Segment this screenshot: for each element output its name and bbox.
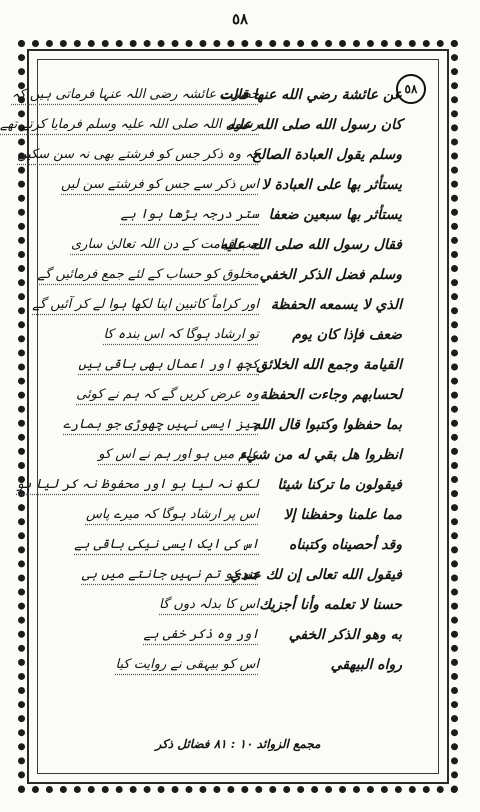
arabic-text-line: فقال رسول الله صلى الله عليه [220, 237, 402, 253]
arabic-text-line: وسلم فضل الذكر الخفي [259, 267, 402, 283]
arabic-text-line: فيقولون ما تركنا شيئا [277, 477, 402, 493]
arabic-text-line: انظروا هل بقي له من شيء [239, 447, 402, 463]
urdu-text-line: کچھ اور اعمال بھی باقی ہیں [78, 357, 259, 372]
urdu-text-line: ستر درجہ بڑھا ہوا ہے [120, 207, 259, 222]
text-columns [0, 80, 428, 720]
urdu-text-line: اور کراماً کاتبین اپنا لکھا ہوا لے کر آئیں گے [32, 297, 259, 312]
urdu-text-line: اور وہ ذکر خفی ہے [143, 627, 259, 642]
arabic-text-line: وسلم يقول العبادة الصالح [251, 147, 402, 163]
urdu-text-line: اس ذکر سے جس کو فرشتے سن لیں [61, 177, 259, 192]
text-panel [0, 59, 439, 774]
urdu-text-line: جب قیامت کے دن اللہ تعالیٰ ساری [70, 237, 259, 252]
urdu-text-line: علم میں ہو اور ہم نے اس کو [98, 447, 259, 462]
page-number: ٥٨ [231, 10, 249, 28]
urdu-text-line: کہ وہ ذکر جس کو فرشتے بھی نہ سن سکیں [17, 147, 259, 162]
urdu-text-line: اس کو بیہقی نے روایت کیا [115, 657, 259, 672]
arabic-text-line: رواه البيهقي [330, 657, 402, 673]
arabic-text-line: به وهو الذكر الخفي [288, 627, 402, 643]
arabic-text-line: عن عائشة رضي الله عنها قالت [219, 87, 402, 103]
arabic-text-line: كان رسول الله صلى الله عليه [227, 117, 402, 133]
arabic-text-line: يستأثر بها سبعين ضعفا [268, 207, 402, 223]
arabic-text-line: بما حفظوا وكتبوا قال الله [253, 417, 402, 433]
reference-footer: مجمع الزوائد ١٠ : ٨١ فضائل ذکر [155, 737, 321, 751]
urdu-text-line: حضرت عائشہ رضی اللہ عنہا فرماتی ہیں کہ [11, 87, 259, 102]
urdu-text-line: اس کی ایک ایسی نیکی باقی ہے [74, 537, 259, 552]
arabic-text-line: القيامة وجمع الله الخلائق [256, 357, 402, 373]
arabic-text-line: يستأثر بها على العبادة لا [261, 177, 402, 193]
urdu-text-line: رسول اللہ صلی اللہ علیہ وسلم فرمایا کرتے تھے [0, 117, 259, 132]
urdu-text-line: لکھ نہ لیا ہو اور محفوظ نہ کر لیا ہو [16, 477, 259, 492]
ornamental-border-frame [0, 40, 458, 793]
arabic-text-line: مما علمنا وحفظنا إلا [283, 507, 402, 523]
arabic-text-line: لحسابهم وجاءت الحفظة [259, 387, 402, 403]
arabic-text-line: حسنا لا تعلمه وأنا أجزيك [259, 597, 402, 613]
arabic-text-line: ضعف فإذا كان يوم [292, 327, 402, 343]
urdu-text-line: مخلوق کو حساب کے لئے جمع فرمائیں گے [37, 267, 259, 282]
hadith-number-badge: ٥٨ [396, 74, 426, 104]
arabic-text-column [219, 80, 402, 680]
urdu-text-line: تو ارشاد ہوگا کہ اس بندہ کا [103, 327, 259, 342]
urdu-text-line: اس پر ارشاد ہوگا کہ میرے پاس [85, 507, 259, 522]
urdu-text-line: اس کا بدلہ دوں گا [159, 597, 259, 612]
urdu-text-line: وہ عرض کریں گے کہ ہم نے کوئی [76, 387, 259, 402]
arabic-text-line: الذي لا يسمعه الحفظة [270, 297, 402, 313]
urdu-text-line: چیز ایسی نہیں چھوڑی جو ہمارے [63, 417, 259, 432]
arabic-text-line: وقد أحصيناه وكتبناه [289, 537, 402, 553]
arabic-text-line: فيقول الله تعالى إن لك عندي [229, 567, 402, 583]
urdu-translation-column [0, 80, 259, 680]
urdu-text-line: جس کو تم نہیں جانتے میں ہی [81, 567, 259, 582]
